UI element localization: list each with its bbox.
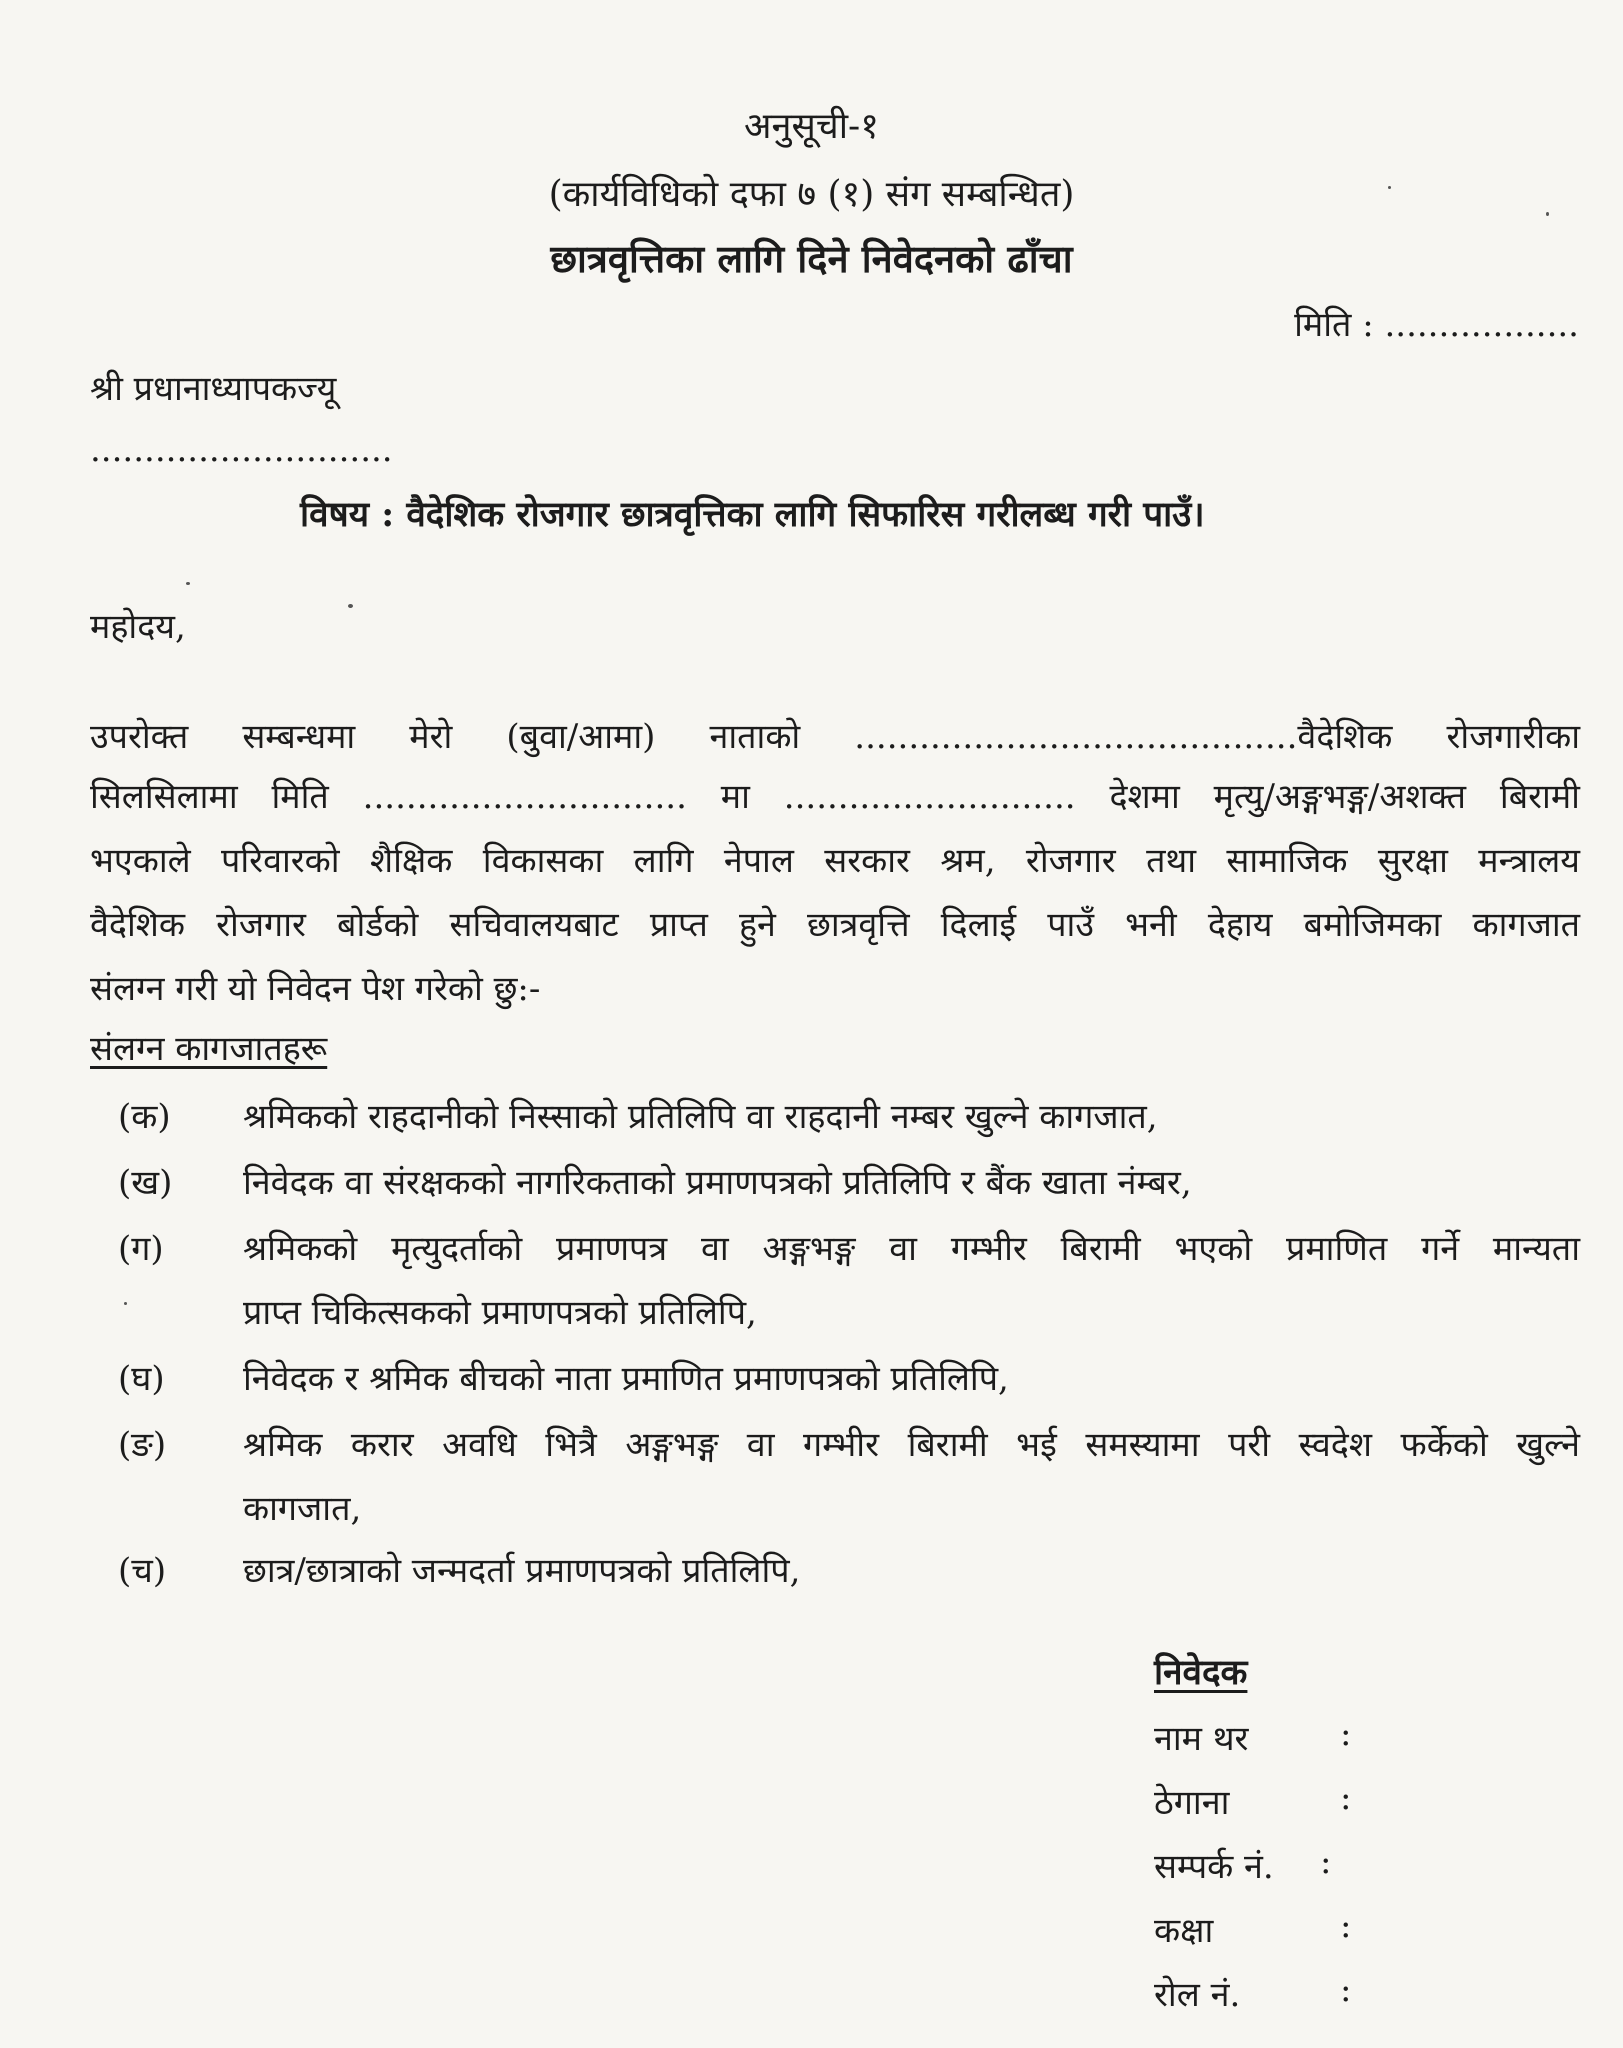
list-item-text: निवेदक वा संरक्षकको नागरिकताको प्रमाणपत्रको प्रतिलिपि र बैंक खाता नंम्बर, (243, 1163, 1192, 1203)
scan-speck (124, 1302, 127, 1305)
body-line: भएकाले परिवारको शैक्षिक विकासका लागि नेपाल सरकार श्रम, रोजगार तथा सामाजिक सुरक्षा मन्त्रालय (90, 841, 1580, 881)
applicant-field-label: सम्पर्क नं. (1154, 1847, 1274, 1887)
scan-speck (348, 604, 353, 608)
subject-line: विषय : वैदेशिक रोजगार छात्रवृत्तिका लागि सिफारिस गरीलब्ध गरी पाउँ। (300, 494, 1205, 535)
body-line: संलग्न गरी यो निवेदन पेश गरेको छु:- (90, 969, 541, 1009)
list-item-text: छात्र/छात्राको जन्मदर्ता प्रमाणपत्रको प्रतिलिपि, (243, 1551, 801, 1591)
date-line: मिति : .................. (1294, 305, 1579, 345)
form-title: छात्रवृत्तिका लागि दिने निवेदनको ढाँचा (550, 236, 1073, 281)
recipient-blank: ............................ (90, 430, 393, 470)
list-item-text: प्राप्त चिकित्सकको प्रमाणपत्रको प्रतिलिपि, (243, 1293, 757, 1333)
body-line: उपरोक्त सम्बन्धमा मेरो (बुवा/आमा) नाताको .........................................वैदेशिक रोजगारीका (90, 717, 1580, 757)
list-item-label: (घ) (118, 1359, 165, 1399)
body-line: सिलसिलामा मिति .............................. मा ........................... देशमा मृत्यु/अङ्गभङ्ग/अशक्त बिरामी (90, 777, 1580, 817)
salutation: महोदय, (90, 607, 186, 647)
list-item-label: (ग) (118, 1229, 164, 1269)
applicant-field-colon: : (1340, 1970, 1352, 2010)
list-item-text: श्रमिकको राहदानीको निस्साको प्रतिलिपि वा राहदानी नम्बर खुल्ने कागजात, (243, 1097, 1158, 1137)
applicant-field-colon: : (1320, 1842, 1332, 1882)
applicant-field-label: ठेगाना (1154, 1783, 1230, 1823)
list-item-text: कागजात, (243, 1489, 362, 1529)
applicant-field-label: रोल नं. (1154, 1975, 1241, 2015)
applicant-field-colon: : (1340, 1906, 1352, 1946)
list-item-text: श्रमिक करार अवधि भित्रै अङ्गभङ्ग वा गम्भीर बिरामी भई समस्यामा परी स्वदेश फर्केको खुल्ने (243, 1425, 1580, 1465)
applicant-field-colon: : (1340, 1714, 1352, 1754)
list-item-text: श्रमिकको मृत्युदर्ताको प्रमाणपत्र वा अङ्गभङ्ग वा गम्भीर बिरामी भएको प्रमाणित गर्ने मान्यता (243, 1229, 1580, 1269)
scan-speck (1546, 212, 1549, 216)
applicant-field-label: नाम थर (1154, 1719, 1249, 1759)
list-item-label: (च) (118, 1551, 167, 1591)
applicant-field-colon: : (1340, 1778, 1352, 1818)
applicant-heading: निवेदक (1154, 1652, 1248, 1693)
list-item-label: (ख) (118, 1163, 173, 1203)
recipient-name: श्री प्रधानाध्यापकज्यू (90, 369, 337, 409)
reference-line: (कार्यविधिको दफा ७ (१) संग सम्बन्धित) (548, 174, 1075, 215)
applicant-field-label: कक्षा (1154, 1911, 1214, 1951)
attachments-heading: संलग्न कागजातहरू (90, 1029, 328, 1069)
body-line: वैदेशिक रोजगार बोर्डको सचिवालयबाट प्राप्त हुने छात्रवृत्ति दिलाई पाउँ भनी देहाय बमोजिमका कागजात (90, 905, 1580, 945)
list-item-text: निवेदक र श्रमिक बीचको नाता प्रमाणित प्रमाणपत्रको प्रतिलिपि, (243, 1359, 1009, 1399)
scan-speck (186, 582, 190, 585)
list-item-label: (क) (118, 1097, 171, 1137)
scan-speck (1388, 186, 1391, 189)
list-item-label: (ङ) (118, 1425, 167, 1465)
schedule-heading: अनुसूची-१ (744, 106, 879, 147)
